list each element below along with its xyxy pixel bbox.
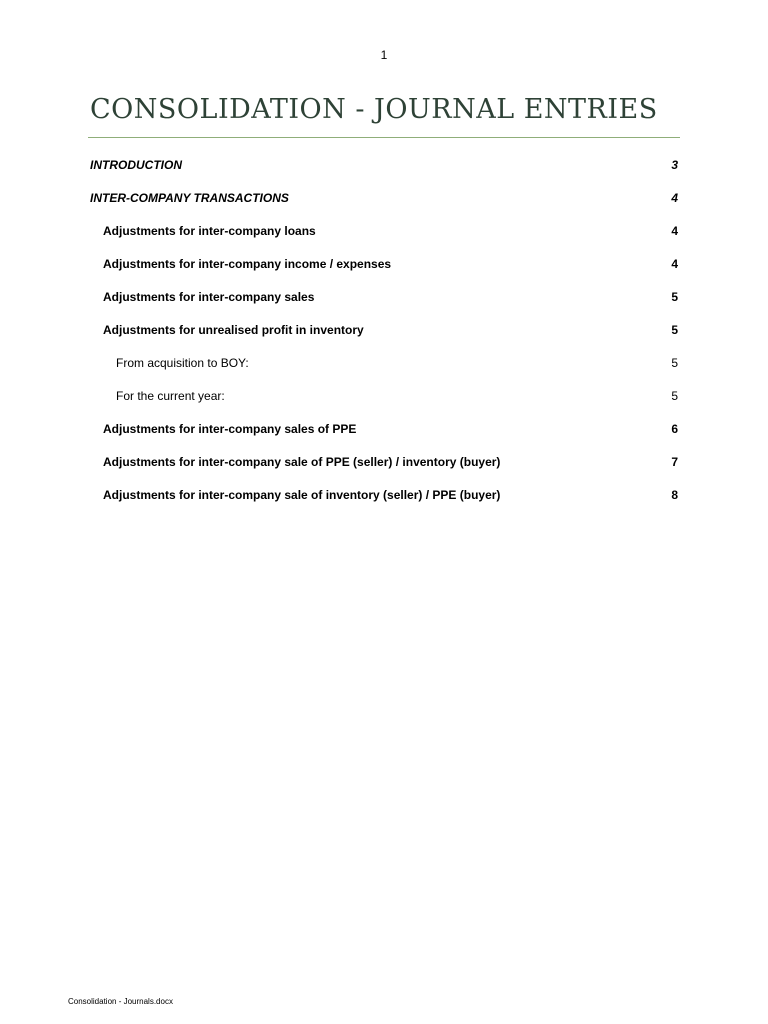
toc-entry-page-number: 6: [671, 422, 678, 436]
toc-entry-inter-company-transactions[interactable]: [90, 191, 678, 224]
toc-entry-inter-company-sales-ppe[interactable]: [90, 422, 678, 455]
toc-entry-page-number: 3: [671, 158, 678, 172]
toc-entry-current-year[interactable]: [90, 389, 678, 422]
toc-entry-acquisition-to-boy[interactable]: [90, 356, 678, 389]
toc-entry-label: INTRODUCTION: [90, 158, 182, 172]
toc-entry-label: Adjustments for inter-company sale of PPE (seller) / inventory (buyer): [103, 455, 501, 469]
toc-entry-page-number: 4: [671, 257, 678, 271]
toc-entry-inter-company-loans[interactable]: [90, 224, 678, 257]
toc-entry-label: INTER-COMPANY TRANSACTIONS: [90, 191, 289, 205]
toc-entry-inter-company-income-expenses[interactable]: [90, 257, 678, 290]
toc-entry-label: For the current year:: [116, 389, 225, 403]
toc-entry-unrealised-profit-inventory[interactable]: [90, 323, 678, 356]
page-number: 1: [380, 48, 388, 62]
toc-entry-page-number: 7: [671, 455, 678, 469]
table-of-contents: [90, 158, 678, 521]
title-underline-rule: [88, 137, 680, 138]
toc-entry-page-number: 4: [671, 191, 678, 205]
toc-entry-label: Adjustments for inter-company sale of inventory (seller) / PPE (buyer): [103, 488, 501, 502]
toc-entry-page-number: 8: [671, 488, 678, 502]
toc-entry-sale-inventory-seller-ppe-buyer[interactable]: [90, 488, 678, 521]
toc-entry-label: Adjustments for inter-company income / expenses: [103, 257, 392, 271]
toc-entry-page-number: 5: [671, 356, 678, 370]
toc-entry-page-number: 4: [671, 224, 678, 238]
toc-entry-page-number: 5: [671, 323, 678, 337]
toc-entry-label: Adjustments for unrealised profit in inventory: [103, 323, 364, 337]
document-title: CONSOLIDATION - JOURNAL ENTRIES: [90, 94, 658, 125]
toc-entry-introduction[interactable]: [90, 158, 678, 191]
toc-entry-page-number: 5: [671, 290, 678, 304]
footer-filename: Consolidation - Journals.docx: [68, 997, 173, 1006]
toc-entry-inter-company-sales[interactable]: [90, 290, 678, 323]
toc-entry-sale-ppe-seller-inventory-buyer[interactable]: [90, 455, 678, 488]
toc-entry-label: From acquisition to BOY:: [116, 356, 249, 370]
toc-entry-label: Adjustments for inter-company sales of PPE: [103, 422, 357, 436]
toc-entry-page-number: 5: [671, 389, 678, 403]
toc-entry-label: Adjustments for inter-company sales: [103, 290, 315, 304]
toc-entry-label: Adjustments for inter-company loans: [103, 224, 316, 238]
